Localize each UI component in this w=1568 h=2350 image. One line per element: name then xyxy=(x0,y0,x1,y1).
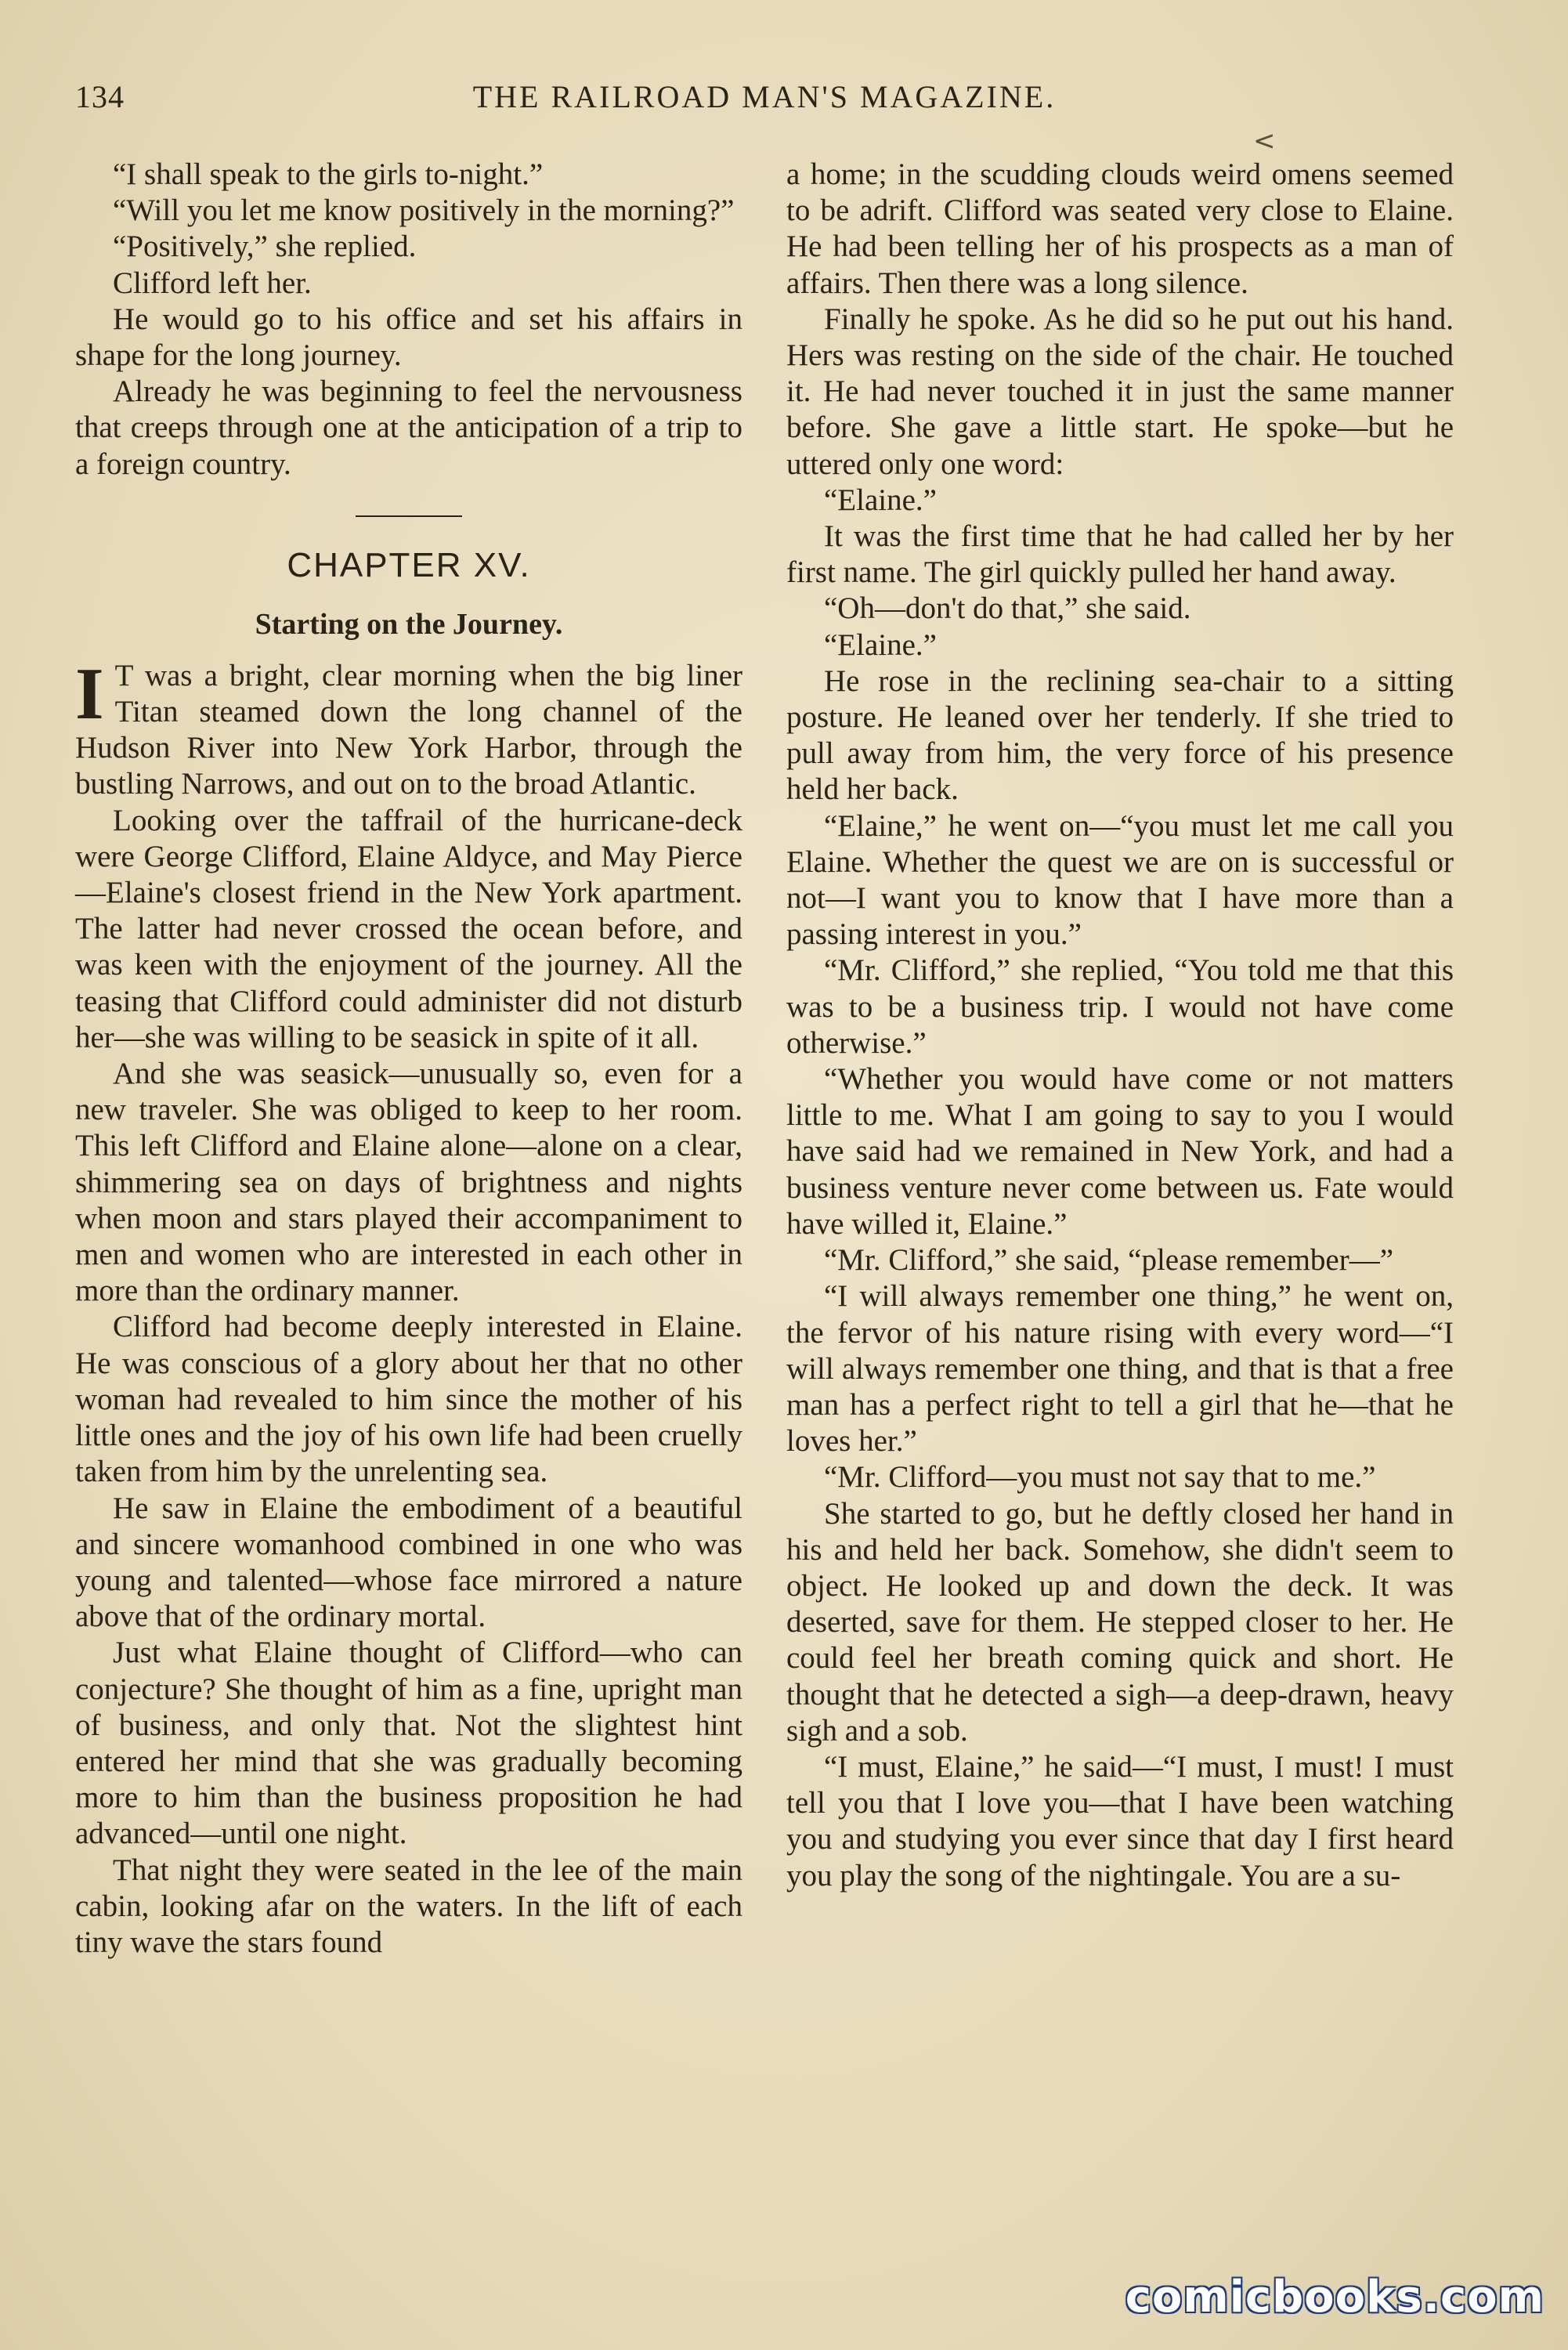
paragraph: He rose in the reclining sea-chair to a sitting posture. He leaned over her tenderly. If she tried to pull away from him, the very force of his presence held her back. xyxy=(786,663,1454,807)
paragraph: “Elaine.” xyxy=(824,483,937,517)
paragraph: He would go to his office and set his affairs in shape for the long journey. xyxy=(75,302,742,373)
chapter-title: CHAPTER XV. xyxy=(287,545,531,584)
opening-text: T was a bright, clear morning when the big liner Titan steamed down the long channel of the Hudson River into New York Harbor, through the bustling Narrows, and out on to the broad Atlantic. xyxy=(75,658,742,801)
paragraph: Looking over the taffrail of the hurricane-deck were George Clifford, Elaine Aldyce, and May Pierce—Elaine's closest friend in the New York apartment. The latter had never crossed the ocean before, and was keen with the enjoyment of the journey. All the teasing that Clifford could administer did not disturb her—she was willing to be seasick in spite of it all. xyxy=(75,803,742,1054)
paragraph: That night they were seated in the lee of the main cabin, looking afar on the waters. In the lift of each tiny wave the stars found xyxy=(75,1853,742,1959)
paragraph: “Will you let me know positively in the morning?” xyxy=(113,193,735,228)
paragraph: “Oh—don't do that,” she said. xyxy=(824,591,1191,626)
paragraph: “Whether you would have come or not matters little to me. What I am going to say to you I would have said had we remained in New York, and had a business venture never come between us. Fate would have willed it, Elaine.” xyxy=(786,1062,1454,1241)
paragraph: Just what Elaine thought of Clifford—who can conjecture? She thought of him as a fine, upright man of business, and only that. Not the slightest hint entered her mind that she was gradually becoming more to him than the business proposition he had advanced—until one night. xyxy=(75,1636,742,1851)
right-column xyxy=(786,157,1454,1894)
paragraph: “Elaine,” he went on—“you must let me call you Elaine. Whether the quest we are on is successful or not—I want you to know that I have more than a passing interest in you.” xyxy=(786,808,1454,952)
paragraph: She started to go, but he deftly closed her hand in his and held her back. Somehow, she didn't seem to object. He looked up and down the deck. It was deserted, save for them. He stepped closer to her. He could feel her breath coming quick and short. He thought that he detected a sigh—a deep-drawn, heavy sigh and a sob. xyxy=(786,1496,1454,1748)
paragraph: Already he was beginning to feel the nervousness that creeps through one at the anticipation of a trip to a foreign country. xyxy=(75,374,742,481)
margin-mark: < xyxy=(1253,125,1276,157)
paragraph: Clifford left her. xyxy=(113,266,312,300)
running-head: THE RAILROAD MAN'S MAGAZINE. xyxy=(472,79,1057,114)
paragraph: “I must, Elaine,” he said—“I must, I must! I must tell you that I love you—that I have been watching you and studying you ever since that day I first heard you play the song of the nightingale. You are a su- xyxy=(786,1749,1454,1893)
section-divider xyxy=(356,515,462,517)
paragraph: “I will always remember one thing,” he went on, the fervor of his nature rising with every word—“I will always remember one thing, and that is that a free man has a perfect right to tell a girl that he—that he loves her.” xyxy=(786,1279,1454,1459)
paragraph: Finally he spoke. As he did so he put out his hand. Hers was resting on the side of the chair. He touched it. He had never touched it in just the same manner before. She gave a little start. He spoke—but he uttered only one word: xyxy=(786,302,1454,481)
drop-cap: I xyxy=(75,653,104,735)
paragraph: “Elaine.” xyxy=(824,627,937,662)
paragraph: “Mr. Clifford,” she replied, “You told me that this was to be a business trip. I would not have come otherwise.” xyxy=(786,953,1454,1060)
paragraph: Clifford had become deeply interested in Elaine. He was conscious of a glory about her that no other woman had revealed to him since the mother of his little ones and the joy of his own life had been cruelly taken from him by the unrelenting sea. xyxy=(75,1310,742,1489)
paragraph: “Mr. Clifford—you must not say that to me.” xyxy=(824,1460,1376,1495)
watermark: comicbooks.com xyxy=(1125,2272,1545,2323)
paragraph: “Mr. Clifford,” she said, “please remember—” xyxy=(824,1243,1394,1278)
left-column xyxy=(75,157,742,1961)
page-number: 134 xyxy=(75,79,125,114)
chapter-opening-paragraph xyxy=(75,653,742,803)
paragraph: “I shall speak to the girls to-night.” xyxy=(113,157,544,191)
chapter-subtitle: Starting on the Journey. xyxy=(255,607,563,641)
paragraph: He saw in Elaine the embodiment of a beautiful and sincere womanhood combined in one who was young and talented—whose face mirrored a nature above that of the ordinary mortal. xyxy=(75,1491,742,1634)
page-header xyxy=(75,78,1454,125)
paragraph: And she was seasick—unusually so, even for a new traveler. She was obliged to keep to her room. This left Clifford and Elaine alone—alone on a clear, shimmering sea on days of brightness and nights when moon and stars played their accompaniment to men and women who are interested in each other in more than the ordinary manner. xyxy=(75,1057,742,1308)
paragraph: It was the first time that he had called her by her first name. The girl quickly pulled her hand away. xyxy=(786,519,1454,590)
paragraph: “Positively,” she replied. xyxy=(113,230,417,264)
continued-paragraph: a home; in the scudding clouds weird omens seemed to be adrift. Clifford was seated very close to Elaine. He had been telling her of his prospects as a man of affairs. Then there was a long silence. xyxy=(786,157,1454,300)
